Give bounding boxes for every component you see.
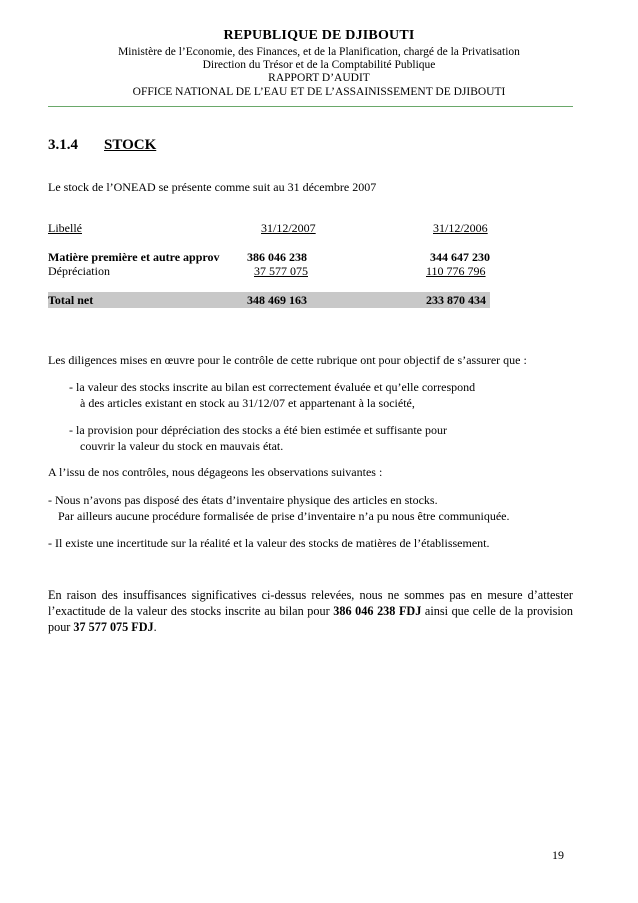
- list-item: - la provision pour dépréciation des stocks a été bien estimée et suffisante pour: [69, 423, 447, 437]
- ministry-line: Ministère de l’Economie, des Finances, et de la Planification, chargé de la Privatisation: [118, 46, 520, 58]
- table-header-2007: 31/12/2007: [261, 221, 316, 235]
- conclusion-paragraph: [48, 587, 573, 635]
- total-value-2007: 348 469 163: [247, 293, 307, 307]
- observation-item: - Nous n’avons pas disposé des états d’inventaire physique des articles en stocks.: [48, 493, 438, 507]
- section-number: 3.1.4: [48, 137, 78, 153]
- total-label: Total net: [48, 293, 94, 307]
- section-intro: Le stock de l’ONEAD se présente comme suit au 31 décembre 2007: [48, 180, 377, 194]
- provision-amount: 37 577 075 FDJ: [73, 620, 154, 634]
- list-item-continuation: à des articles existant en stock au 31/12/07 et appartenant à la société,: [80, 396, 415, 410]
- observations-intro: A l’issu de nos contrôles, nous dégageons les observations suivantes :: [48, 465, 383, 479]
- page-number: 19: [552, 848, 564, 862]
- section-title: STOCK: [104, 137, 157, 153]
- header-divider: [48, 106, 573, 107]
- total-value-2006: 233 870 434: [426, 293, 486, 307]
- report-type-line: RAPPORT D’AUDIT: [268, 72, 370, 84]
- list-item-continuation: couvrir la valeur du stock en mauvais état.: [80, 439, 284, 453]
- observation-item: - Il existe une incertitude sur la réalité et la valeur des stocks de matières de l’établissement.: [48, 536, 490, 550]
- observation-item-continuation: Par ailleurs aucune procédure formalisée de prise d’inventaire n’a pu nous être communiquée.: [58, 509, 510, 523]
- table-row-value-2007: 386 046 238: [247, 250, 307, 264]
- conclusion-text: .: [153, 620, 157, 634]
- table-row-value-2007: 37 577 075: [254, 264, 308, 278]
- document-title: REPUBLIQUE DE DJIBOUTI: [223, 28, 415, 43]
- stock-amount: 386 046 238 FDJ: [333, 604, 422, 618]
- table-row-value-2006: 344 647 230: [430, 250, 490, 264]
- table-header-label: Libellé: [48, 221, 82, 235]
- list-item: - la valeur des stocks inscrite au bilan est correctement évaluée et qu’elle correspond: [69, 380, 476, 394]
- conclusion-text: En raison des insuffisances significatives ci-dessus relevées, nous ne sommes pas en mesure d’attester l’exactitude de la valeur des stocks inscrite au bilan pour: [48, 588, 573, 618]
- table-header-2006: 31/12/2006: [433, 221, 488, 235]
- conclusion-text: ainsi que celle de la provision pour: [48, 604, 573, 634]
- diligences-paragraph: Les diligences mises en œuvre pour le contrôle de cette rubrique ont pour objectif de s’assurer que :: [48, 353, 527, 367]
- table-row-label: Dépréciation: [48, 264, 110, 278]
- table-row-value-2006: 110 776 796: [426, 264, 486, 278]
- organization-line: OFFICE NATIONAL DE L’EAU ET DE L’ASSAINISSEMENT DE DJIBOUTI: [132, 86, 506, 98]
- direction-line: Direction du Trésor et de la Comptabilité Publique: [202, 59, 436, 71]
- table-row-label: Matière première et autre approv: [48, 250, 220, 264]
